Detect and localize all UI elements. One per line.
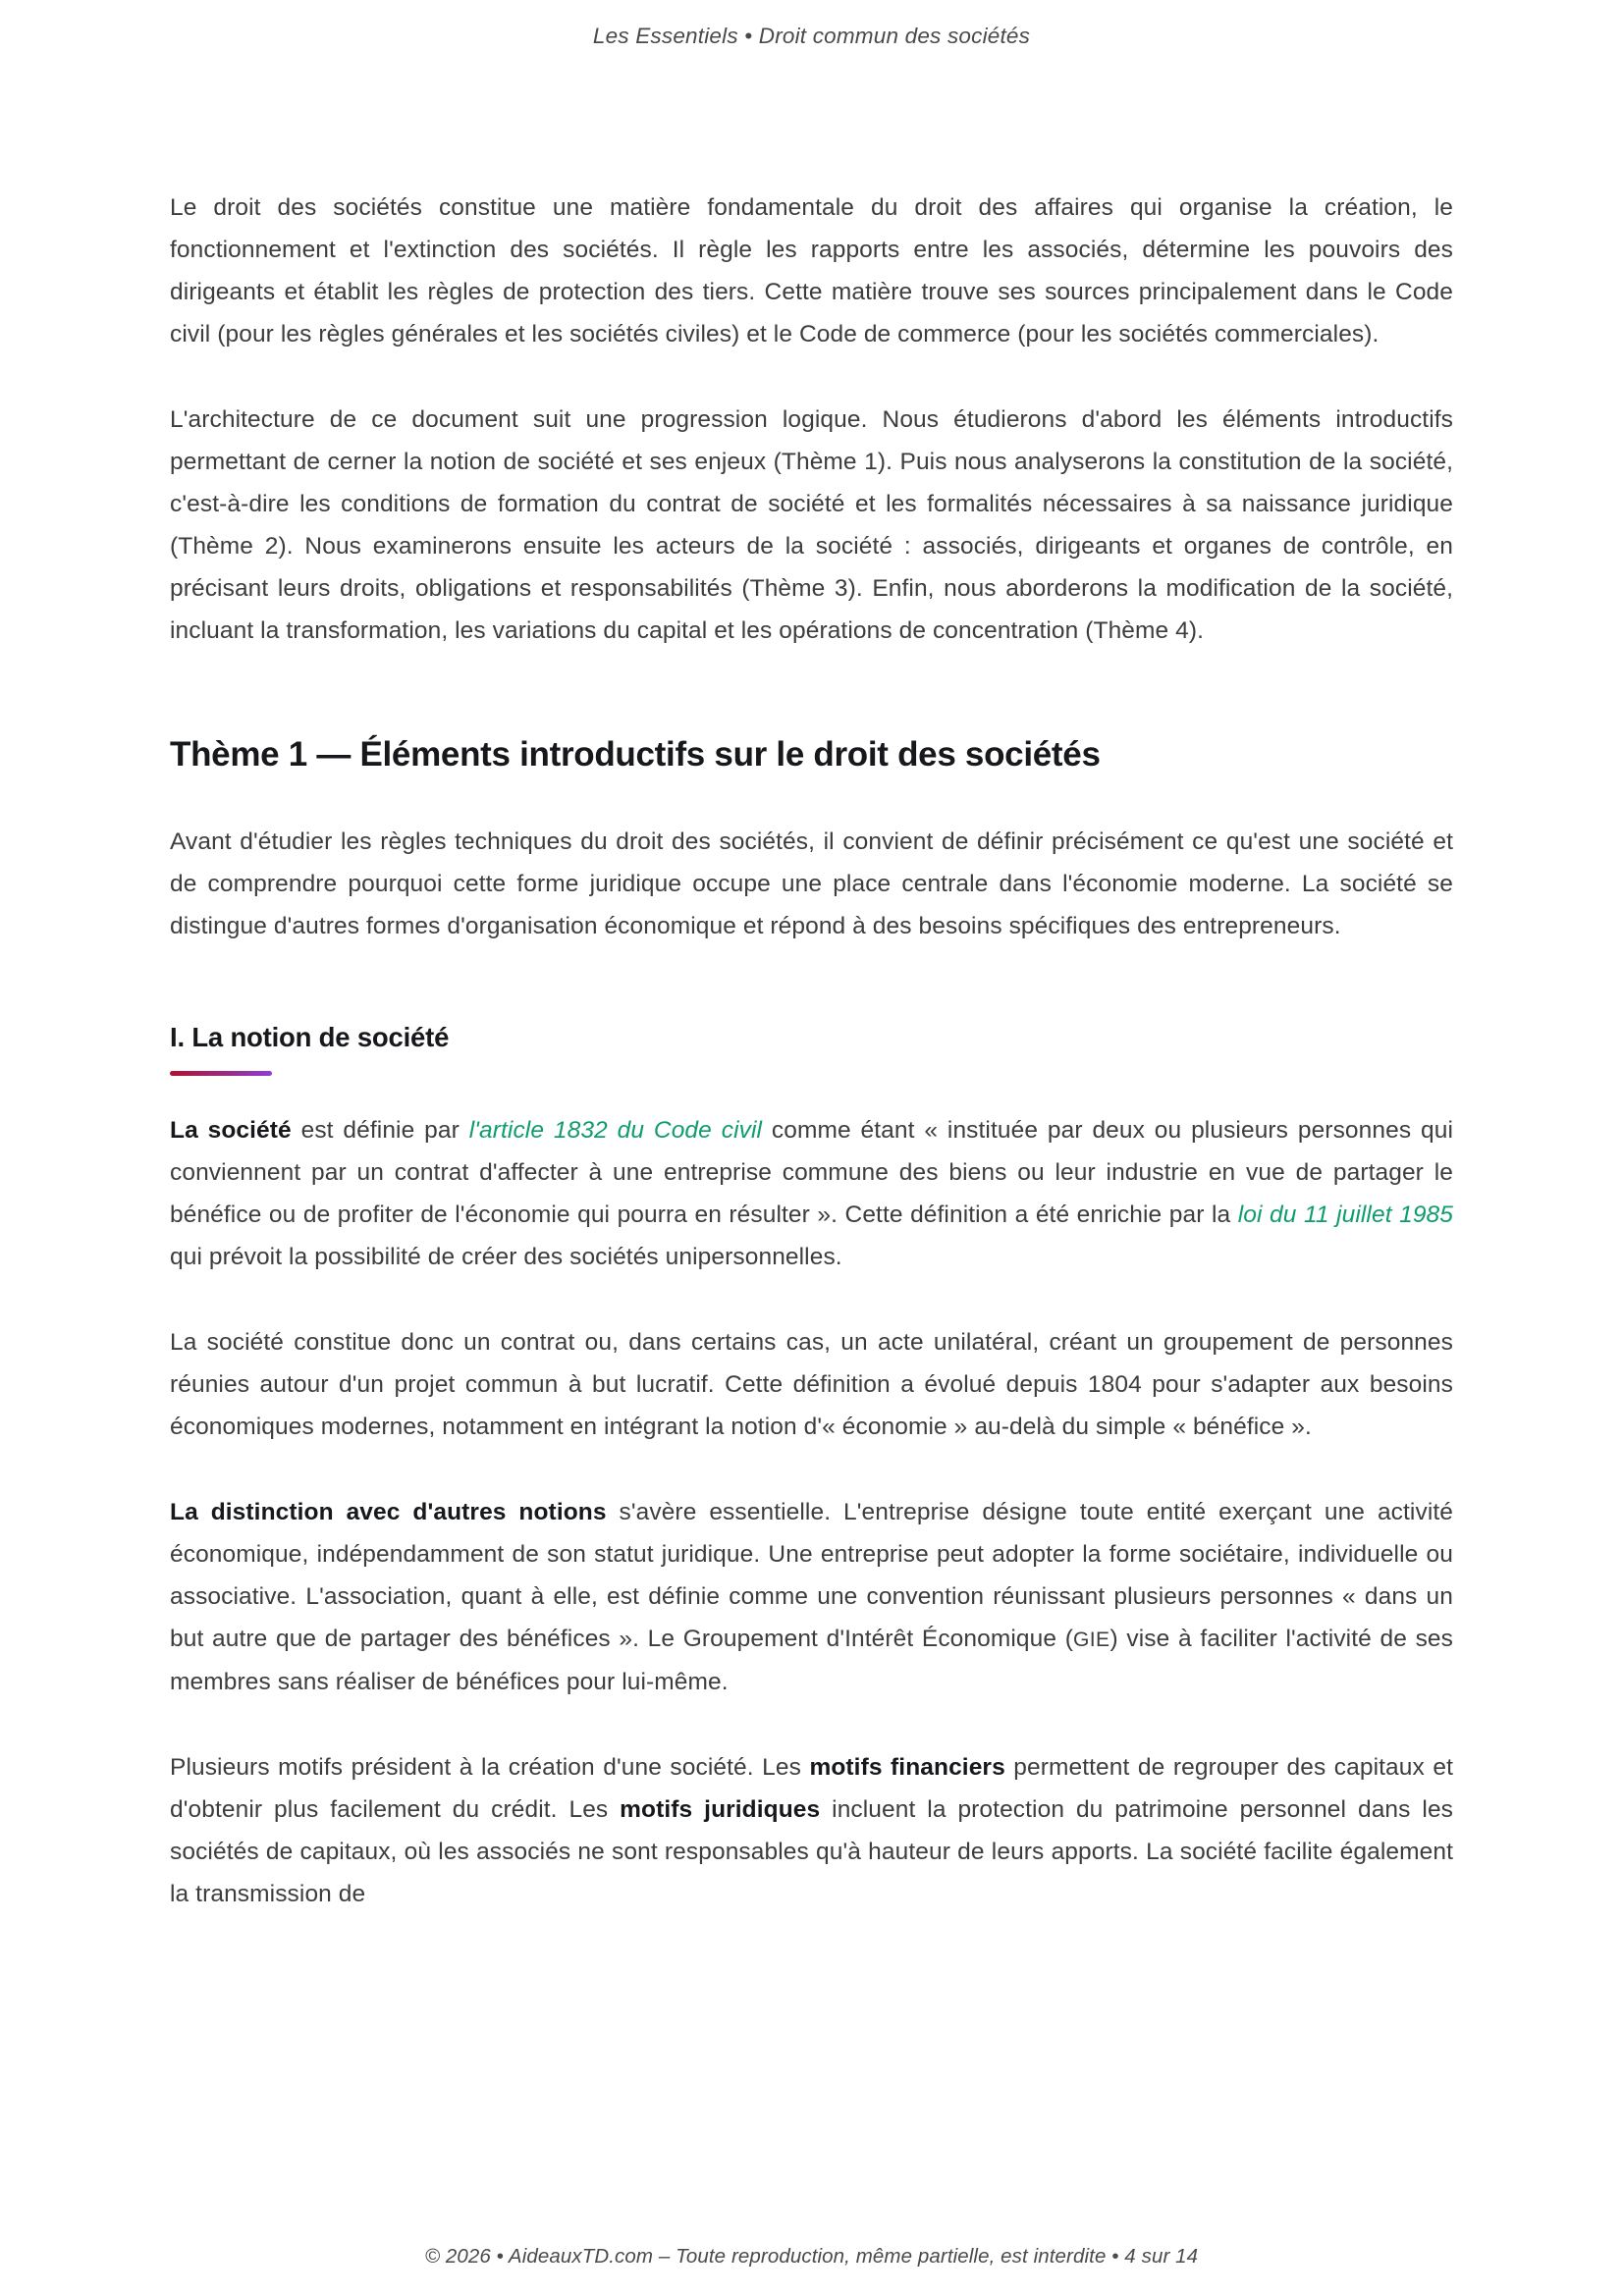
motifs-financiers-term: motifs financiers [809,1754,1005,1781]
definition-run-1: est définie par [291,1117,469,1144]
motifs-run-1: Plusieurs motifs président à la création d'une société. Les [170,1754,810,1781]
legal-reference-loi-1985: loi du 11 juillet 1985 [1237,1201,1453,1228]
running-header: Les Essentiels • Droit commun des sociétés [592,24,1031,48]
section-heading-notion-de-societe: I. La notion de société [170,1022,450,1052]
acronym-gie: GIE [1072,1629,1110,1651]
intro-paragraph-1: Le droit des sociétés constitue une matière fondamentale du droit des affaires qui organise la création, le fonctionnement et l'extinction des sociétés. Il règle les rapports entre les associés, détermine les pouvoirs des dirigeants et établit les règles de protection des tiers. Cette matière trouve ses sources principalement dans le Code civil (pour les règles générales et les sociétés civiles) et le Code de commerce (pour les sociétés commerciales). [170,194,1453,347]
definition-run-2: comme étant « instituée par deux ou plusieurs personnes qui conviennent par un contrat d'affecter à une entreprise commune des biens ou leur industrie en vue de partager le bénéfice ou de profiter de l'économie qui pourra en résulter ». Cette définition a été enrichie par la [170,1117,1453,1228]
distinction-run-2: ) vise à faciliter l'activité de ses membres sans réaliser de bénéfices pour lui-même. [170,1626,1453,1695]
distinction-lead-term: La distinction avec d'autres notions [170,1499,607,1525]
legal-reference-article-1832: l'article 1832 du Code civil [468,1117,763,1144]
definition-paragraph [170,1109,1453,1278]
motifs-run-3: incluent la protection du patrimoine personnel dans les sociétés de capitaux, où les associés ne sont responsables qu'à hauteur de leurs apports. La société facilite également la transmission de [170,1796,1454,1907]
motifs-juridiques-term: motifs juridiques [620,1796,821,1823]
theme-lead-paragraph: Avant d'étudier les règles techniques du droit des sociétés, il convient de définir précisément ce qu'est une société et de comprendre pourquoi cette forme juridique occupe une place centrale dans l'économie moderne. La société se distingue d'autres formes d'organisation économique et répond à des besoins spécifiques des entrepreneurs. [170,828,1453,939]
motifs-paragraph [170,1746,1453,1915]
distinction-run-1: s'avère essentielle. L'entreprise désigne toute entité exerçant une activité économique, indépendamment de son statut juridique. Une entreprise peut adopter la forme sociétaire, individuelle ou associative. L'association, quant à elle, est définie comme une convention réunissant plusieurs personnes « dans un but autre que de partager des bénéfices ». Le Groupement d'Intérêt Économique ( [170,1499,1453,1652]
contract-paragraph: La société constitue donc un contrat ou, dans certains cas, un acte unilatéral, créant un groupement de personnes réunies autour d'un projet commun à but lucratif. Cette définition a évolué depuis 1804 pour s'adapter aux besoins économiques modernes, notamment en intégrant la notion d'« économie » au-delà du simple « bénéfice ». [170,1329,1453,1440]
page-content [170,187,1453,1915]
definition-run-3: qui prévoit la possibilité de créer des sociétés unipersonnelles. [170,1244,842,1270]
definition-lead-term: La société [170,1117,292,1144]
distinction-paragraph [170,1491,1453,1703]
motifs-run-2: permettent de regrouper des capitaux et d'obtenir plus facilement du crédit. Les [170,1754,1453,1823]
section-heading-rule [170,1071,272,1076]
running-footer: © 2026 • AideauxTD.com – Toute reproduction, même partielle, est interdite • 4 sur 14 [424,2245,1199,2268]
intro-paragraph-2: L'architecture de ce document suit une progression logique. Nous étudierons d'abord les éléments introductifs permettant de cerner la notion de société et ses enjeux (Thème 1). Puis nous analyserons la constitution de la société, c'est-à-dire les conditions de formation du contrat de société et les formalités nécessaires à sa naissance juridique (Thème 2). Nous examinerons ensuite les acteurs de la société : associés, dirigeants et organes de contrôle, en précisant leurs droits, obligations et responsabilités (Thème 3). Enfin, nous aborderons la modification de la société, incluant la transformation, les variations du capital et les opérations de concentration (Thème 4). [170,406,1453,644]
theme-heading: Thème 1 — Éléments introductifs sur le droit des sociétés [170,735,1101,774]
